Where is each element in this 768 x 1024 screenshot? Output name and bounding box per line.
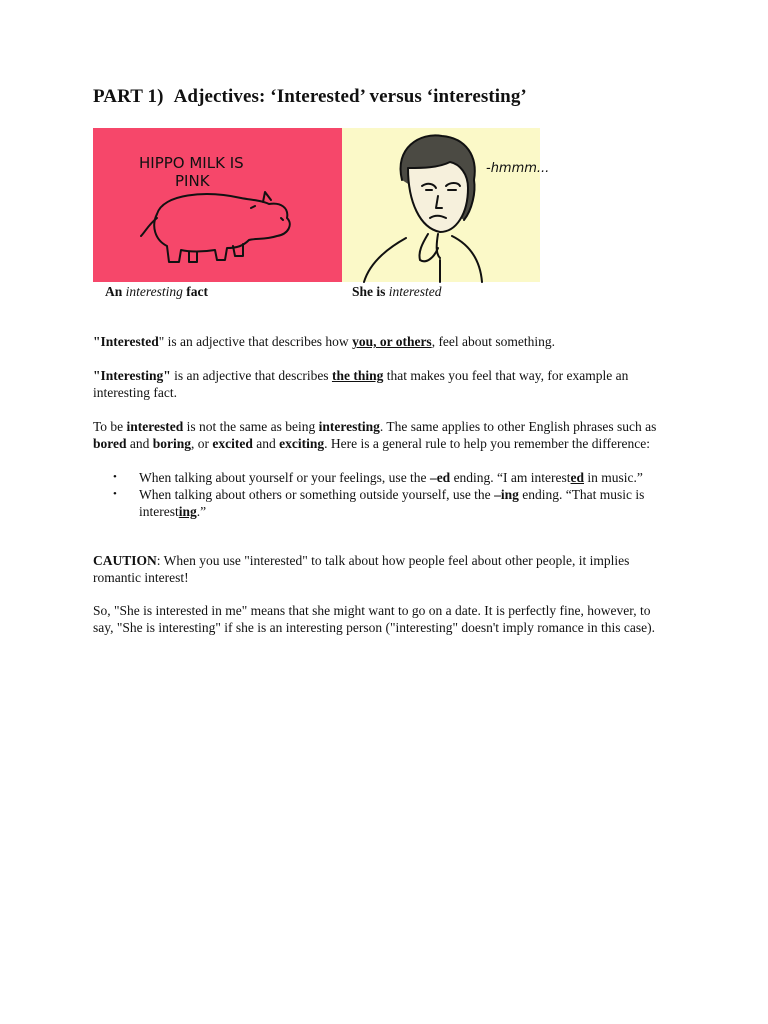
bullet-icon: • (113, 471, 117, 483)
interesting-text-b: that makes you feel that way, for example an interesting fact. (93, 368, 629, 400)
rule-bold-2: interesting (318, 419, 380, 434)
woman-caption-prefix: She is (352, 284, 386, 299)
interested-term: "Interested (93, 334, 159, 349)
section-title: Adjectives: ‘Interested’ versus ‘interesting’ (173, 86, 527, 107)
hippo-illustration (93, 128, 342, 282)
bullet-1-text-1: When talking about yourself or your feelings, use the (139, 470, 430, 485)
interested-text-a: " is an adjective that describes how (158, 334, 353, 349)
example-paragraph: So, "She is interested in me" means that she might want to go on a date. It is perfectly fine, however, to say, "She is interesting" if she is an interesting person ("interesting" doesn't imply romance in this case). (93, 603, 655, 635)
interesting-definition (93, 367, 673, 401)
interesting-emphasis: the thing (331, 368, 384, 383)
woman-caption-italic: interested (388, 284, 442, 299)
bullet-2-text-1: When talking about others or something outside yourself, use the (139, 487, 495, 502)
rule-paragraph (93, 418, 673, 452)
rule-bold-4: boring (152, 436, 192, 451)
hippo-caption-suffix: fact (186, 284, 208, 299)
rule-bullet-list (93, 469, 678, 520)
list-item (93, 486, 678, 520)
bullet-1-text-3: in music.” (584, 470, 643, 485)
rule-text-1: To be (93, 419, 127, 434)
caution-label: CAUTION (93, 553, 157, 568)
bullet-2-text-3: .” (196, 504, 207, 519)
interesting-text-a: is an adjective that describes (170, 368, 332, 383)
rule-bold-6: exciting (279, 436, 325, 451)
interested-emphasis: you, or others (352, 334, 432, 349)
hippo-caption (105, 284, 208, 300)
interested-text-b: , feel about something. (431, 334, 556, 349)
interesting-term: "Interesting" (93, 368, 171, 383)
rule-bold-1: interested (126, 419, 184, 434)
woman-drawing (342, 128, 550, 282)
rule-bold-5: excited (212, 436, 253, 451)
hippo-drawn-text-line1: HIPPO MILK IS (139, 154, 244, 172)
interested-definition (93, 333, 673, 350)
bullet-1-bold: –ed (429, 470, 451, 485)
hippo-drawn-text-line2: PINK (175, 172, 210, 190)
bullet-2-text-2: ending. “That music is interest (139, 487, 645, 519)
rule-text-3: . The same applies to other English phrases such as (379, 419, 657, 434)
caution-paragraph (93, 552, 673, 586)
bullet-icon: • (113, 488, 117, 500)
rule-text-2: is not the same as being (183, 419, 319, 434)
section-number: PART 1) (93, 86, 164, 107)
hippo-caption-prefix: An (105, 284, 123, 299)
woman-caption (352, 284, 442, 300)
list-item (93, 469, 678, 486)
bullet-2-bold: –ing (494, 487, 519, 502)
bullet-2-underlined: ing (178, 504, 197, 519)
hippo-caption-italic: interesting (125, 284, 183, 299)
rule-bold-3: bored (93, 436, 127, 451)
rule-text-5: , or (191, 436, 213, 451)
woman-illustration (342, 128, 550, 282)
rule-text-7: . Here is a general rule to help you remember the difference: (324, 436, 650, 451)
thought-text: -hmmm... (486, 161, 550, 176)
bullet-1-underlined: ed (570, 470, 585, 485)
rule-text-6: and (252, 436, 280, 451)
rule-text-4: and (126, 436, 153, 451)
bullet-1-text-2: ending. “I am interest (450, 470, 571, 485)
section-heading (93, 86, 527, 108)
caution-text: : When you use "interested" to talk about how people feel about other people, it implies romantic interest! (93, 553, 630, 585)
hippo-drawing (93, 128, 342, 282)
